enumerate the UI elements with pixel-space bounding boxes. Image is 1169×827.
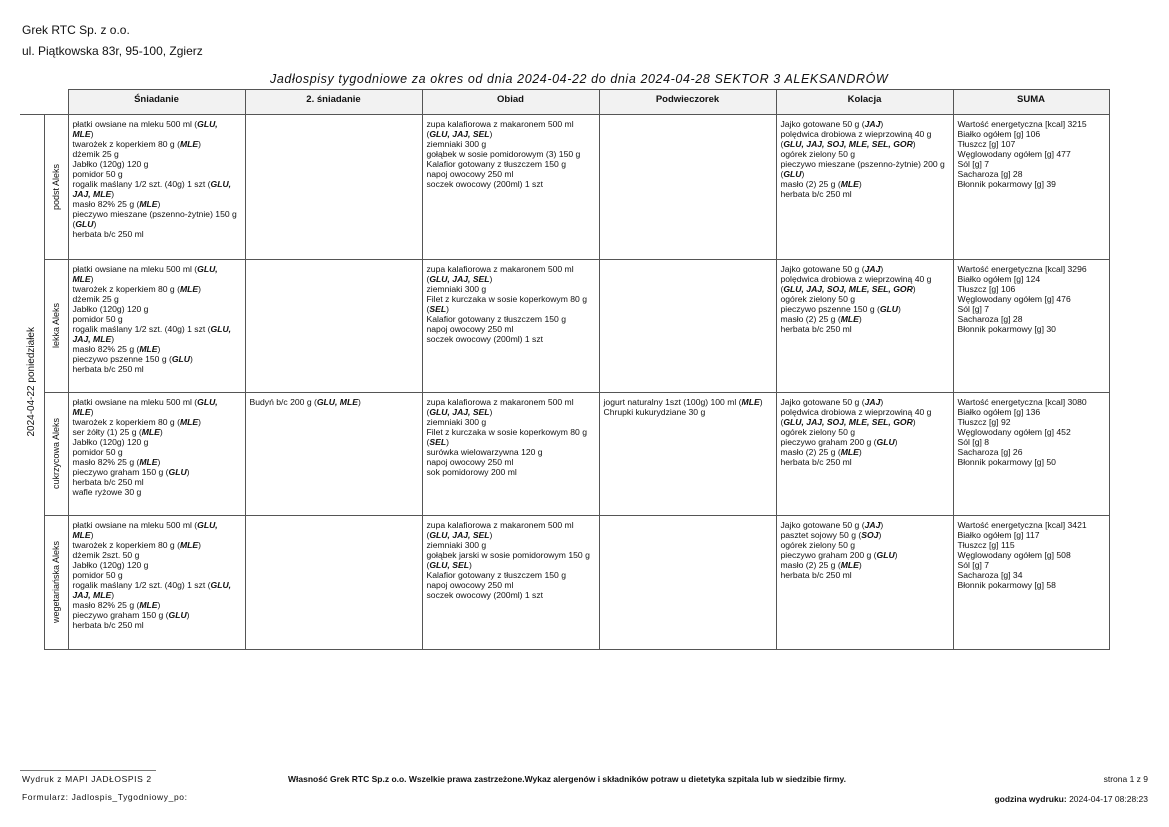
diet-label: podst Aleks bbox=[51, 163, 61, 211]
menu-item: soczek owocowy (200ml) 1 szt bbox=[426, 179, 544, 189]
menu-item: Białko ogółem [g] 117 bbox=[957, 530, 1040, 540]
allergen-list: MLE bbox=[141, 427, 160, 437]
menu-item: pieczywo mieszane (pszenno-żytnie) 150 g (GLU) bbox=[72, 209, 237, 229]
menu-item: Błonnik pokarmowy [g] 58 bbox=[957, 580, 1056, 590]
allergen-list: MLE bbox=[741, 397, 760, 407]
menu-item: masło 82% 25 g (MLE) bbox=[72, 600, 161, 610]
menu-item: ogórek zielony 50 g bbox=[780, 149, 856, 159]
column-header-lunch: Obiad bbox=[422, 90, 599, 115]
menu-item: surówka wielowarzywna 120 g bbox=[426, 447, 543, 457]
menu-item: dżemik 25 g bbox=[72, 294, 119, 304]
allergen-list: SOJ bbox=[861, 530, 879, 540]
afternoon-snack-cell bbox=[599, 115, 776, 260]
afternoon-snack-cell bbox=[599, 260, 776, 393]
allergen-list: GLU, JAJ, SOJ, MLE, SEL, GOR bbox=[783, 139, 913, 149]
menu-item: Sól [g] 7 bbox=[957, 560, 990, 570]
column-header-dinner: Kolacja bbox=[776, 90, 953, 115]
day-label: 2024-04-22 poniedziałek bbox=[26, 327, 38, 438]
document-title: Jadłospisy tygodniowe za okres od dnia 2024-04-22 do dnia 2024-04-28 SEKTOR 3 ALEKSANDRÓW bbox=[270, 72, 889, 86]
menu-item: Jajko gotowane 50 g (JAJ) bbox=[780, 520, 884, 530]
menu-item: jogurt naturalny 1szt (100g) 100 ml (MLE) bbox=[603, 397, 763, 407]
menu-item: zupa kalafiorowa z makaronem 500 ml (GLU, JAJ, SEL) bbox=[426, 397, 574, 417]
menu-item: masło (2) 25 g (MLE) bbox=[780, 314, 862, 324]
printout-source: Wydruk z MAPI JADŁOSPIS 2 bbox=[22, 774, 152, 784]
menu-item: ziemniaki 300 g bbox=[426, 139, 487, 149]
dinner-cell bbox=[776, 115, 953, 260]
allergen-list: GLU, JAJ, SOJ, MLE, SEL, GOR bbox=[783, 417, 913, 427]
menu-item: masło 82% 25 g (MLE) bbox=[72, 199, 161, 209]
allergen-list: GLU bbox=[75, 219, 94, 229]
menu-item: pieczywo pszenne 150 g (GLU) bbox=[72, 354, 193, 364]
allergen-list: MLE bbox=[840, 560, 859, 570]
allergen-list: GLU bbox=[168, 610, 187, 620]
menu-item: herbata b/c 250 ml bbox=[72, 229, 144, 239]
allergen-list: GLU, JAJ, SEL bbox=[429, 530, 490, 540]
menu-item: ziemniaki 300 g bbox=[426, 284, 487, 294]
table-row bbox=[20, 115, 1109, 260]
menu-item: pomidor 50 g bbox=[72, 570, 123, 580]
print-time-label: godzina wydruku: bbox=[994, 794, 1067, 804]
allergen-list: MLE bbox=[840, 179, 859, 189]
menu-item: twarożek z koperkiem 80 g (MLE) bbox=[72, 540, 201, 550]
menu-item: napoj owocowy 250 ml bbox=[426, 324, 514, 334]
sum-cell bbox=[953, 516, 1109, 650]
diet-cell bbox=[44, 260, 68, 393]
menu-item: Węglowodany ogółem [g] 477 bbox=[957, 149, 1071, 159]
allergen-list: MLE bbox=[139, 457, 158, 467]
allergen-list: MLE bbox=[840, 314, 859, 324]
menu-item: Błonnik pokarmowy [g] 30 bbox=[957, 324, 1056, 334]
diet-cell bbox=[44, 393, 68, 516]
menu-item: ziemniaki 300 g bbox=[426, 540, 487, 550]
allergen-list: JAJ bbox=[864, 119, 881, 129]
menu-item: Chrupki kukurydziane 30 g bbox=[603, 407, 706, 417]
menu-item: Sól [g] 7 bbox=[957, 159, 990, 169]
allergen-list: GLU, JAJ, MLE bbox=[72, 580, 232, 600]
menu-item: Sacharoza [g] 34 bbox=[957, 570, 1023, 580]
sum-cell bbox=[953, 260, 1109, 393]
menu-item: dżemik 2szt. 50 g bbox=[72, 550, 140, 560]
menu-item: masło (2) 25 g (MLE) bbox=[780, 447, 862, 457]
allergen-list: GLU bbox=[876, 437, 895, 447]
menu-item: Filet z kurczaka w sosie koperkowym 80 g (SEL) bbox=[426, 427, 587, 447]
menu-item: zupa kalafiorowa z makaronem 500 ml (GLU, JAJ, SEL) bbox=[426, 520, 574, 540]
menu-item: herbata b/c 250 ml bbox=[72, 364, 144, 374]
dinner-cell bbox=[776, 260, 953, 393]
allergen-list: SEL bbox=[429, 437, 447, 447]
allergen-list: MLE bbox=[179, 417, 199, 427]
allergen-list: MLE bbox=[179, 139, 199, 149]
menu-item: herbata b/c 250 ml bbox=[780, 324, 852, 334]
column-header-afternoon-snack: Podwieczorek bbox=[599, 90, 776, 115]
menu-item: masło (2) 25 g (MLE) bbox=[780, 560, 862, 570]
menu-item: Tłuszcz [g] 115 bbox=[957, 540, 1015, 550]
allergen-list: GLU, SEL bbox=[429, 560, 470, 570]
menu-item: Tłuszcz [g] 107 bbox=[957, 139, 1016, 149]
menu-item: rogalik maślany 1/2 szt. (40g) 1 szt (GLU, JAJ, MLE) bbox=[72, 324, 232, 344]
menu-item: Jabłko (120g) 120 g bbox=[72, 304, 149, 314]
allergen-list: GLU, JAJ, SEL bbox=[429, 274, 490, 284]
column-header-second-breakfast: 2. śniadanie bbox=[245, 90, 422, 115]
allergen-list: GLU, MLE bbox=[72, 520, 218, 540]
diet-label: wegetariańska Aleks bbox=[51, 541, 61, 624]
table-row bbox=[20, 393, 1109, 516]
menu-item: napoj owocowy 250 ml bbox=[426, 169, 514, 179]
menu-item: ziemniaki 300 g bbox=[426, 417, 487, 427]
second-breakfast-cell bbox=[245, 393, 422, 516]
column-header-breakfast: Śniadanie bbox=[68, 90, 245, 115]
menu-item: herbata b/c 250 ml bbox=[780, 189, 852, 199]
form-name: Formularz: Jadlospis_Tygodniowy_po: bbox=[22, 792, 188, 802]
lunch-cell bbox=[422, 516, 599, 650]
menu-item: ser żółty (1) 25 g (MLE) bbox=[72, 427, 163, 437]
menu-item: Białko ogółem [g] 136 bbox=[957, 407, 1041, 417]
print-time bbox=[994, 794, 1148, 804]
menu-item: twarożek z koperkiem 80 g (MLE) bbox=[72, 284, 201, 294]
menu-item: Węglowodany ogółem [g] 452 bbox=[957, 427, 1071, 437]
menu-item: pasztet sojowy 50 g (SOJ) bbox=[780, 530, 882, 540]
menu-item: Kalafior gotowany z tłuszczem 150 g bbox=[426, 159, 566, 169]
menu-item: Błonnik pokarmowy [g] 39 bbox=[957, 179, 1056, 189]
dinner-cell bbox=[776, 516, 953, 650]
company-name: Grek RTC Sp. z o.o. bbox=[22, 23, 130, 37]
diet-label: lekka Aleks bbox=[51, 303, 61, 349]
menu-item: pomidor 50 g bbox=[72, 169, 123, 179]
menu-item: herbata b/c 250 ml bbox=[72, 477, 144, 487]
menu-item: pieczywo pszenne 150 g (GLU) bbox=[780, 304, 901, 314]
allergen-list: JAJ bbox=[864, 264, 881, 274]
diet-label: cukrzycowa Aleks bbox=[51, 418, 61, 490]
menu-item: Sól [g] 8 bbox=[957, 437, 990, 447]
allergen-list: MLE bbox=[179, 284, 199, 294]
second-breakfast-cell bbox=[245, 260, 422, 393]
menu-item: pieczywo graham 200 g (GLU) bbox=[780, 437, 898, 447]
menu-item: Tłuszcz [g] 92 bbox=[957, 417, 1011, 427]
company-address: ul. Piątkowska 83r, 95-100, Zgierz bbox=[22, 44, 203, 58]
diet-cell bbox=[44, 115, 68, 260]
allergen-list: SEL bbox=[429, 304, 447, 314]
menu-item: płatki owsiane na mleku 500 ml (GLU, MLE) bbox=[72, 264, 218, 284]
menu-item: Budyń b/c 200 g (GLU, MLE) bbox=[249, 397, 361, 407]
allergen-list: GLU, MLE bbox=[316, 397, 358, 407]
menu-item: wafle ryżowe 30 g bbox=[72, 487, 142, 497]
menu-item: herbata b/c 250 ml bbox=[72, 620, 144, 630]
sum-cell bbox=[953, 115, 1109, 260]
menu-item: twarożek z koperkiem 80 g (MLE) bbox=[72, 417, 201, 427]
menu-item: herbata b/c 250 ml bbox=[780, 570, 852, 580]
allergen-list: GLU bbox=[171, 354, 191, 364]
ownership-note: Własność Grek RTC Sp.z o.o. Wszelkie prawa zastrzeżone.Wykaz alergenów i składników potraw u dietetyka szpitala lub w siedzibie firmy. bbox=[288, 774, 847, 784]
column-header-sum: SUMA bbox=[953, 90, 1109, 115]
allergen-list: JAJ bbox=[864, 397, 881, 407]
allergen-list: MLE bbox=[139, 344, 158, 354]
dinner-cell bbox=[776, 393, 953, 516]
menu-item: pieczywo graham 150 g (GLU) bbox=[72, 467, 190, 477]
menu-item: rogalik maślany 1/2 szt. (40g) 1 szt (GLU, JAJ, MLE) bbox=[72, 179, 232, 199]
menu-item: Jajko gotowane 50 g (JAJ) bbox=[780, 264, 884, 274]
menu-item: masło 82% 25 g (MLE) bbox=[72, 457, 161, 467]
allergen-list: GLU bbox=[783, 169, 802, 179]
menu-item: Wartość energetyczna [kcal] 3296 bbox=[957, 264, 1087, 274]
second-breakfast-cell bbox=[245, 115, 422, 260]
menu-item: pomidor 50 g bbox=[72, 447, 123, 457]
header-corner bbox=[20, 90, 68, 115]
allergen-list: GLU, MLE bbox=[72, 264, 218, 284]
menu-table bbox=[20, 89, 1110, 650]
allergen-list: GLU, JAJ, SEL bbox=[429, 407, 490, 417]
menu-item: napoj owocowy 250 ml bbox=[426, 580, 514, 590]
menu-item: twarożek z koperkiem 80 g (MLE) bbox=[72, 139, 201, 149]
menu-item: Jabłko (120g) 120 g bbox=[72, 437, 149, 447]
menu-item: herbata b/c 250 ml bbox=[780, 457, 852, 467]
allergen-list: GLU, JAJ, SOJ, MLE, SEL, GOR bbox=[783, 284, 913, 294]
menu-item: soczek owocowy (200ml) 1 szt bbox=[426, 590, 544, 600]
menu-item: Jajko gotowane 50 g (JAJ) bbox=[780, 397, 884, 407]
menu-item: polędwica drobiowa z wieprzowiną 40 g (GLU, JAJ, SOJ, MLE, SEL, GOR) bbox=[780, 129, 932, 149]
allergen-list: GLU bbox=[879, 304, 899, 314]
menu-item: Jabłko (120g) 120 g bbox=[72, 560, 149, 570]
menu-item: Kalafior gotowany z tłuszczem 150 g bbox=[426, 570, 566, 580]
breakfast-cell bbox=[68, 115, 245, 260]
menu-item: Wartość energetyczna [kcal] 3080 bbox=[957, 397, 1087, 407]
menu-item: ogórek zielony 50 g bbox=[780, 427, 856, 437]
menu-item: Sól [g] 7 bbox=[957, 304, 990, 314]
menu-item: Sacharoza [g] 26 bbox=[957, 447, 1023, 457]
allergen-list: GLU, MLE bbox=[72, 397, 218, 417]
menu-item: Jajko gotowane 50 g (JAJ) bbox=[780, 119, 884, 129]
column-header-row bbox=[20, 90, 1109, 115]
lunch-cell bbox=[422, 393, 599, 516]
menu-item: Białko ogółem [g] 124 bbox=[957, 274, 1041, 284]
menu-item: soczek owocowy (200ml) 1 szt bbox=[426, 334, 544, 344]
menu-item: zupa kalafiorowa z makaronem 500 ml (GLU, JAJ, SEL) bbox=[426, 264, 574, 284]
allergen-list: MLE bbox=[139, 600, 158, 610]
menu-item: Węglowodany ogółem [g] 476 bbox=[957, 294, 1071, 304]
table-row bbox=[20, 260, 1109, 393]
allergen-list: JAJ bbox=[864, 520, 881, 530]
breakfast-cell bbox=[68, 516, 245, 650]
menu-item: Jabłko (120g) 120 g bbox=[72, 159, 149, 169]
menu-item: Wartość energetyczna [kcal] 3421 bbox=[957, 520, 1087, 530]
allergen-list: MLE bbox=[840, 447, 859, 457]
table-row bbox=[20, 516, 1109, 650]
menu-item: pieczywo mieszane (pszenno-żytnie) 200 g (GLU) bbox=[780, 159, 945, 179]
footer-rule bbox=[20, 770, 156, 771]
allergen-list: GLU bbox=[876, 550, 895, 560]
menu-item: Tłuszcz [g] 106 bbox=[957, 284, 1016, 294]
menu-item: Błonnik pokarmowy [g] 50 bbox=[957, 457, 1056, 467]
menu-item: Węglowodany ogółem [g] 508 bbox=[957, 550, 1071, 560]
allergen-list: GLU, JAJ, SEL bbox=[429, 129, 490, 139]
menu-item: Sacharoza [g] 28 bbox=[957, 314, 1023, 324]
allergen-list: GLU bbox=[168, 467, 187, 477]
allergen-list: GLU, JAJ, MLE bbox=[72, 179, 232, 199]
second-breakfast-cell bbox=[245, 516, 422, 650]
afternoon-snack-cell bbox=[599, 393, 776, 516]
page-indicator: strona 1 z 9 bbox=[1103, 774, 1148, 784]
allergen-list: GLU, JAJ, MLE bbox=[72, 324, 232, 344]
sum-cell bbox=[953, 393, 1109, 516]
menu-item: zupa kalafiorowa z makaronem 500 ml (GLU, JAJ, SEL) bbox=[426, 119, 574, 139]
menu-item: pomidor 50 g bbox=[72, 314, 123, 324]
menu-item: napoj owocowy 250 ml bbox=[426, 457, 514, 467]
menu-item: pieczywo graham 200 g (GLU) bbox=[780, 550, 898, 560]
menu-item: pieczywo graham 150 g (GLU) bbox=[72, 610, 190, 620]
lunch-cell bbox=[422, 115, 599, 260]
menu-item: płatki owsiane na mleku 500 ml (GLU, MLE) bbox=[72, 520, 218, 540]
menu-item: gołąbek w sosie pomidorowym (3) 150 g bbox=[426, 149, 581, 159]
menu-item: Kalafior gotowany z tłuszczem 150 g bbox=[426, 314, 566, 324]
allergen-list: MLE bbox=[139, 199, 158, 209]
menu-item: Sacharoza [g] 28 bbox=[957, 169, 1023, 179]
menu-item: dżemik 25 g bbox=[72, 149, 119, 159]
menu-item: gołąbek jarski w sosie pomidorowym 150 g (GLU, SEL) bbox=[426, 550, 590, 570]
menu-item: ogórek zielony 50 g bbox=[780, 540, 856, 550]
menu-item: rogalik maślany 1/2 szt. (40g) 1 szt (GLU, JAJ, MLE) bbox=[72, 580, 232, 600]
menu-item: masło 82% 25 g (MLE) bbox=[72, 344, 161, 354]
lunch-cell bbox=[422, 260, 599, 393]
menu-item: masło (2) 25 g (MLE) bbox=[780, 179, 862, 189]
menu-item: polędwica drobiowa z wieprzowiną 40 g (GLU, JAJ, SOJ, MLE, SEL, GOR) bbox=[780, 407, 932, 427]
breakfast-cell bbox=[68, 260, 245, 393]
menu-item: płatki owsiane na mleku 500 ml (GLU, MLE) bbox=[72, 119, 218, 139]
menu-item: ogórek zielony 50 g bbox=[780, 294, 856, 304]
menu-item: polędwica drobiowa z wieprzowiną 40 g (GLU, JAJ, SOJ, MLE, SEL, GOR) bbox=[780, 274, 932, 294]
print-time-value: 2024-04-17 08:28:23 bbox=[1069, 794, 1148, 804]
menu-item: Filet z kurczaka w sosie koperkowym 80 g (SEL) bbox=[426, 294, 587, 314]
day-cell bbox=[20, 115, 44, 650]
diet-cell bbox=[44, 516, 68, 650]
allergen-list: MLE bbox=[179, 540, 199, 550]
breakfast-cell bbox=[68, 393, 245, 516]
menu-item: Białko ogółem [g] 106 bbox=[957, 129, 1041, 139]
menu-item: Wartość energetyczna [kcal] 3215 bbox=[957, 119, 1087, 129]
allergen-list: GLU, MLE bbox=[72, 119, 218, 139]
menu-item: sok pomidorowy 200 ml bbox=[426, 467, 517, 477]
afternoon-snack-cell bbox=[599, 516, 776, 650]
menu-item: płatki owsiane na mleku 500 ml (GLU, MLE) bbox=[72, 397, 218, 417]
